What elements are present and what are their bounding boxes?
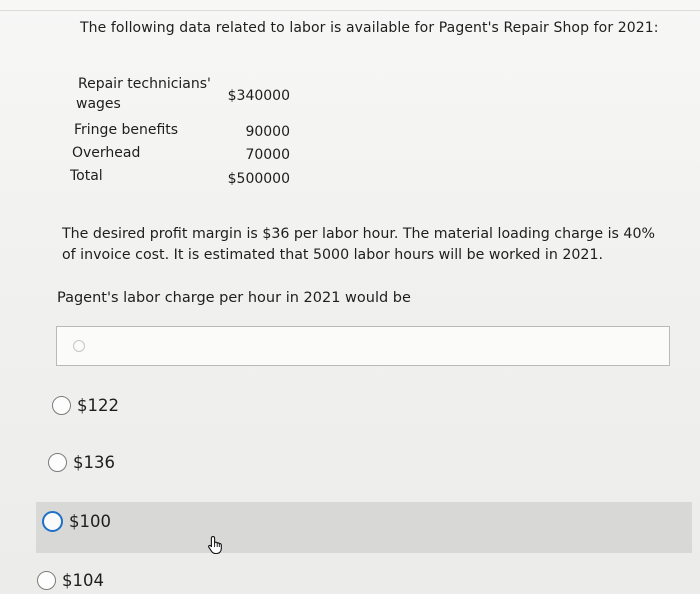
cost-amount-overhead: 70000: [245, 147, 290, 163]
cost-amount-fringe-benefits: 90000: [245, 124, 290, 140]
cost-label-total: Total: [70, 168, 103, 184]
question-intro: The following data related to labor is available for Pagent's Repair Shop for 2021:: [80, 20, 659, 36]
radio-option-122[interactable]: [52, 396, 71, 415]
radio-option-136[interactable]: [48, 453, 67, 472]
hand-pointer-icon: [207, 535, 225, 555]
empty-circle-icon: [73, 340, 85, 352]
option-label-136: $136: [73, 453, 115, 472]
cost-label-fringe-benefits: Fringe benefits: [74, 122, 179, 138]
cost-amount-wages: $340000: [227, 88, 290, 104]
cost-amount-total: $500000: [227, 171, 290, 187]
question-statement: The desired profit margin is $36 per labor hour. The material loading charge is 40% of invoice cost. It is estimated that 5000 labor hours will be worked in 2021.: [62, 226, 655, 263]
cost-label-overhead: Overhead: [72, 145, 141, 161]
cost-row-total: [68, 170, 308, 194]
option-104[interactable]: [37, 571, 104, 590]
labor-cost-table: [68, 74, 308, 194]
option-100-hover-highlight: [36, 502, 692, 553]
cost-row-wages: [68, 74, 308, 122]
option-label-104: $104: [62, 571, 104, 590]
radio-option-104[interactable]: [37, 571, 56, 590]
answer-input-box[interactable]: [56, 326, 670, 366]
option-122[interactable]: [52, 396, 119, 415]
option-100[interactable]: [42, 511, 111, 532]
option-label-122: $122: [77, 396, 119, 415]
cost-row-fringe-benefits: [68, 122, 308, 146]
radio-option-100[interactable]: [42, 511, 63, 532]
option-label-100: $100: [69, 512, 111, 531]
cost-label-wages-line2: wages: [76, 96, 121, 112]
top-divider: [0, 0, 700, 11]
question-prompt: Pagent's labor charge per hour in 2021 would be: [57, 290, 411, 306]
cost-label-wages-line1: Repair technicians': [78, 76, 211, 92]
cost-row-overhead: [68, 146, 308, 170]
option-136[interactable]: [48, 453, 115, 472]
